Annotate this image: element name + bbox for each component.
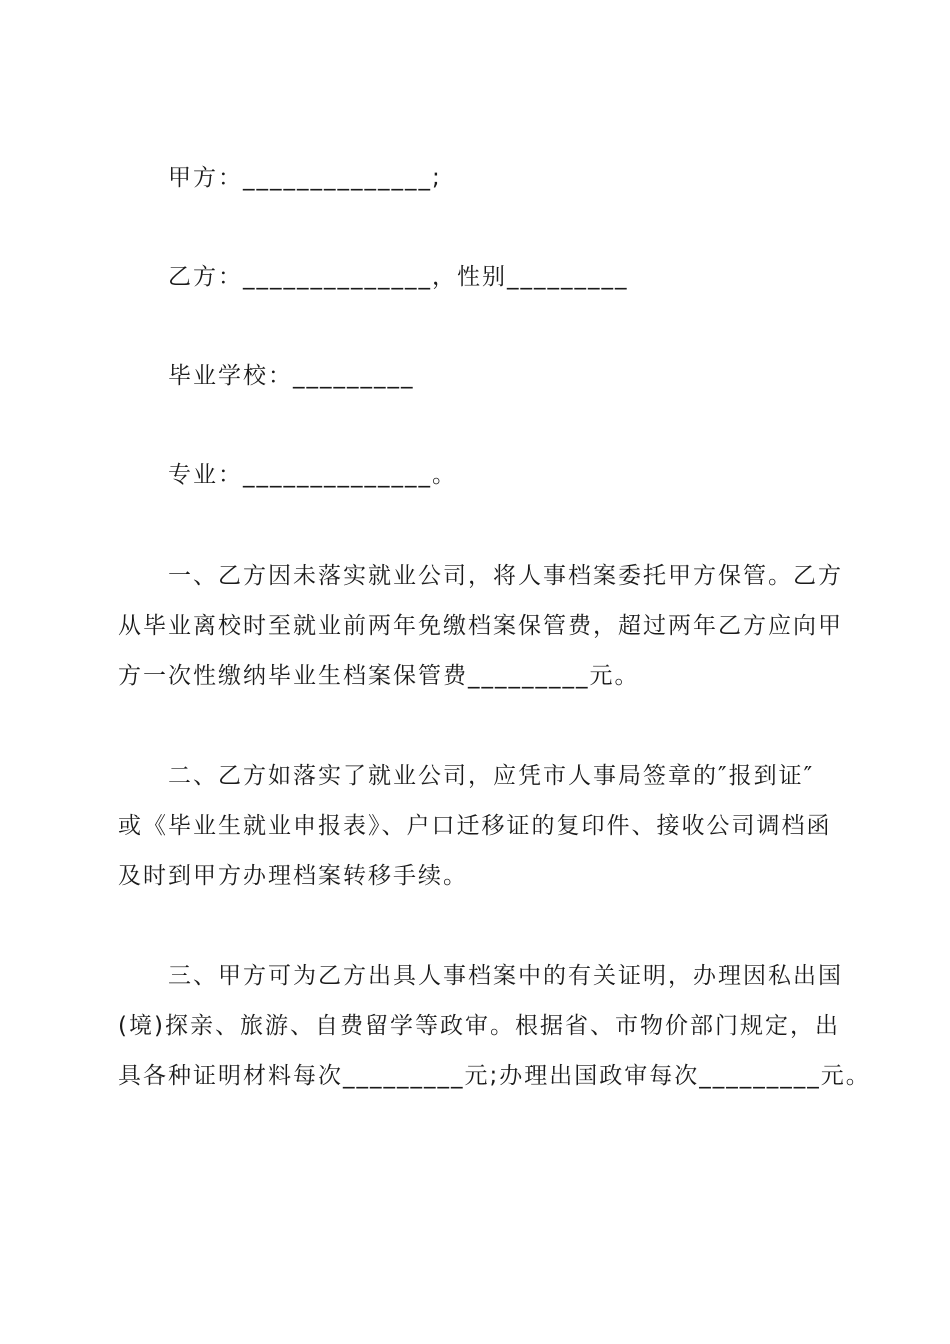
- clause-line: 三、甲方可为乙方出具人事档案中的有关证明，办理因私出国: [168, 963, 843, 989]
- clause-line: (境)探亲、旅游、自费留学等政审。根据省、市物价部门规定，出: [118, 1013, 840, 1039]
- party-a-field: 甲方：______________;: [168, 165, 442, 191]
- clause-line: 或《毕业生就业申报表》、户口迁移证的复印件、接收公司调档函: [118, 813, 832, 839]
- party-b-field: 乙方：______________，性别_________: [168, 264, 629, 290]
- clause-line: 及时到甲方办理档案转移手续。: [118, 863, 468, 889]
- school-field: 毕业学校：_________: [168, 363, 415, 389]
- clause-line: 方一次性缴纳毕业生档案保管费_________元。: [118, 663, 640, 689]
- clause-line: 二、乙方如落实了就业公司，应凭市人事局签章的″报到证″: [168, 763, 815, 789]
- major-field: 专业：______________。: [168, 462, 457, 488]
- clause-line: 一、乙方因未落实就业公司，将人事档案委托甲方保管。乙方: [168, 563, 843, 589]
- clause-line: 从毕业离校时至就业前两年免缴档案保管费，超过两年乙方应向甲: [118, 613, 843, 639]
- clause-line: 具各种证明材料每次_________元;办理出国政审每次_________元。: [118, 1063, 871, 1089]
